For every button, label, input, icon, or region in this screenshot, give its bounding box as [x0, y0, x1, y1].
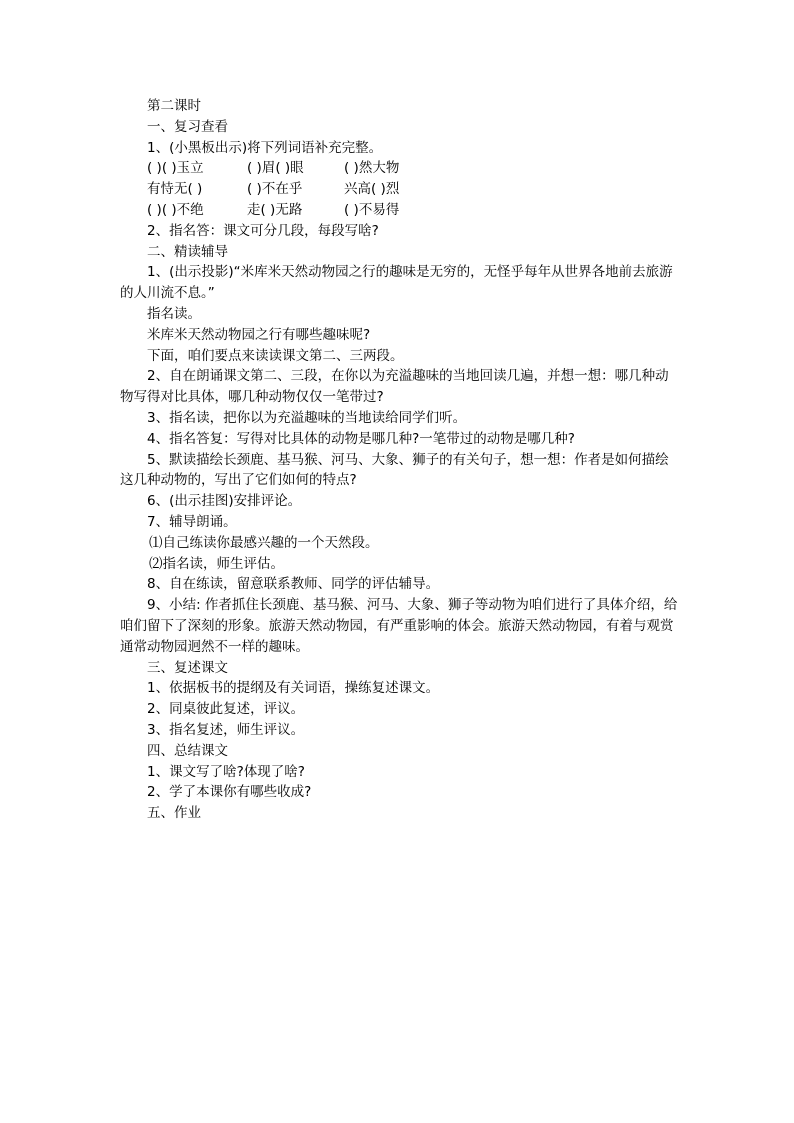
reading-item-4: 4、指名答复：写得对比具体的动物是哪几种?一笔带过的动物是哪几种?: [147, 430, 575, 447]
idiom-cell: ( )然大物: [344, 160, 400, 177]
idiom-cell: ( )不易得: [344, 201, 400, 218]
lesson-title: 第二课时: [147, 98, 201, 114]
retell-item-2: 2、同桌彼此复述，评议。: [147, 701, 305, 718]
section-heading-review: 一、复习查看: [147, 118, 228, 135]
summary-item-2: 2、学了本课你有哪些收成?: [147, 784, 312, 801]
reading-item-1c: 下面，咱们要点来读读课文第二、三两段。: [147, 347, 404, 364]
reading-item-9-summary: 9、小结: 作者抓住长颈鹿、基马猴、河马、大象、狮子等动物为咱们进行了具体介绍，给咱们留下了深刻的形象。旅游天然动物园，有严重影响的体会。旅游天然动物园，有着与观赏通常动物园迥然不一样的趣味。: [120, 597, 678, 655]
summary-item-1: 1、课文写了啥?体现了啥?: [147, 763, 305, 780]
reading-item-8: 8、自在练读，留意联系教师、同学的评估辅导。: [147, 576, 440, 593]
reading-item-1a: 指名读。: [147, 305, 201, 322]
section-heading-retell: 三、复述课文: [147, 659, 228, 676]
review-item-1: 1、(小黑板出示)将下列词语补充完整。: [147, 139, 383, 156]
reading-item-3: 3、指名读，把你以为充溢趣味的当地读给同学们听。: [147, 409, 467, 426]
idiom-cell: 兴高( )烈: [344, 181, 400, 198]
reading-item-6: 6、(出示挂图)安排评论。: [147, 493, 302, 510]
reading-item-1: 1、(出示投影)“米库米天然动物园之行的趣味是无穷的，无怪乎每年从世界各地前去旅游的人川流不息。”: [120, 264, 673, 302]
idiom-cell: 有恃无( ): [147, 181, 203, 198]
retell-item-1: 1、依据板书的提纲及有关词语，操练复述课文。: [147, 680, 440, 697]
reading-item-2: 2、自在朗诵课文第二、三段，在你以为充溢趣味的当地回读几遍，并想一想：哪几种动物写得对比具体，哪几种动物仅仅一笔带过?: [120, 368, 669, 406]
section-heading-reading: 二、精读辅导: [147, 243, 228, 260]
reading-item-1b: 米库米天然动物园之行有哪些趣味呢?: [147, 326, 371, 343]
idiom-cell: ( )眉( )眼: [247, 160, 304, 177]
idiom-cell: 走( )无路: [247, 201, 303, 218]
reading-item-5: 5、默读描绘长颈鹿、基马猴、河马、大象、狮子的有关句子，想一想：作者是如何描绘这几种动物的，写出了它们如何的特点?: [120, 451, 669, 489]
document-body: [120, 96, 680, 824]
idiom-cell: ( )( )不绝: [147, 201, 204, 218]
section-heading-homework: 五、作业: [147, 805, 201, 822]
reading-item-7: 7、辅导朗诵。: [147, 513, 237, 530]
section-heading-summary: 四、总结课文: [147, 742, 228, 759]
idiom-cell: ( )( )玉立: [147, 160, 204, 177]
review-item-2: 2、指名答：课文可分几段，每段写啥?: [147, 222, 379, 239]
idiom-row-3: [120, 200, 680, 221]
retell-item-3: 3、指名复述，师生评议。: [147, 721, 305, 738]
reading-item-7a: ⑴自己练读你最感兴趣的一个天然段。: [149, 534, 379, 551]
idiom-row-2: [120, 179, 680, 200]
idiom-cell: ( )不在乎: [247, 181, 303, 198]
idiom-row-1: [120, 158, 680, 179]
reading-item-7b: ⑵指名读，师生评估。: [149, 555, 284, 572]
